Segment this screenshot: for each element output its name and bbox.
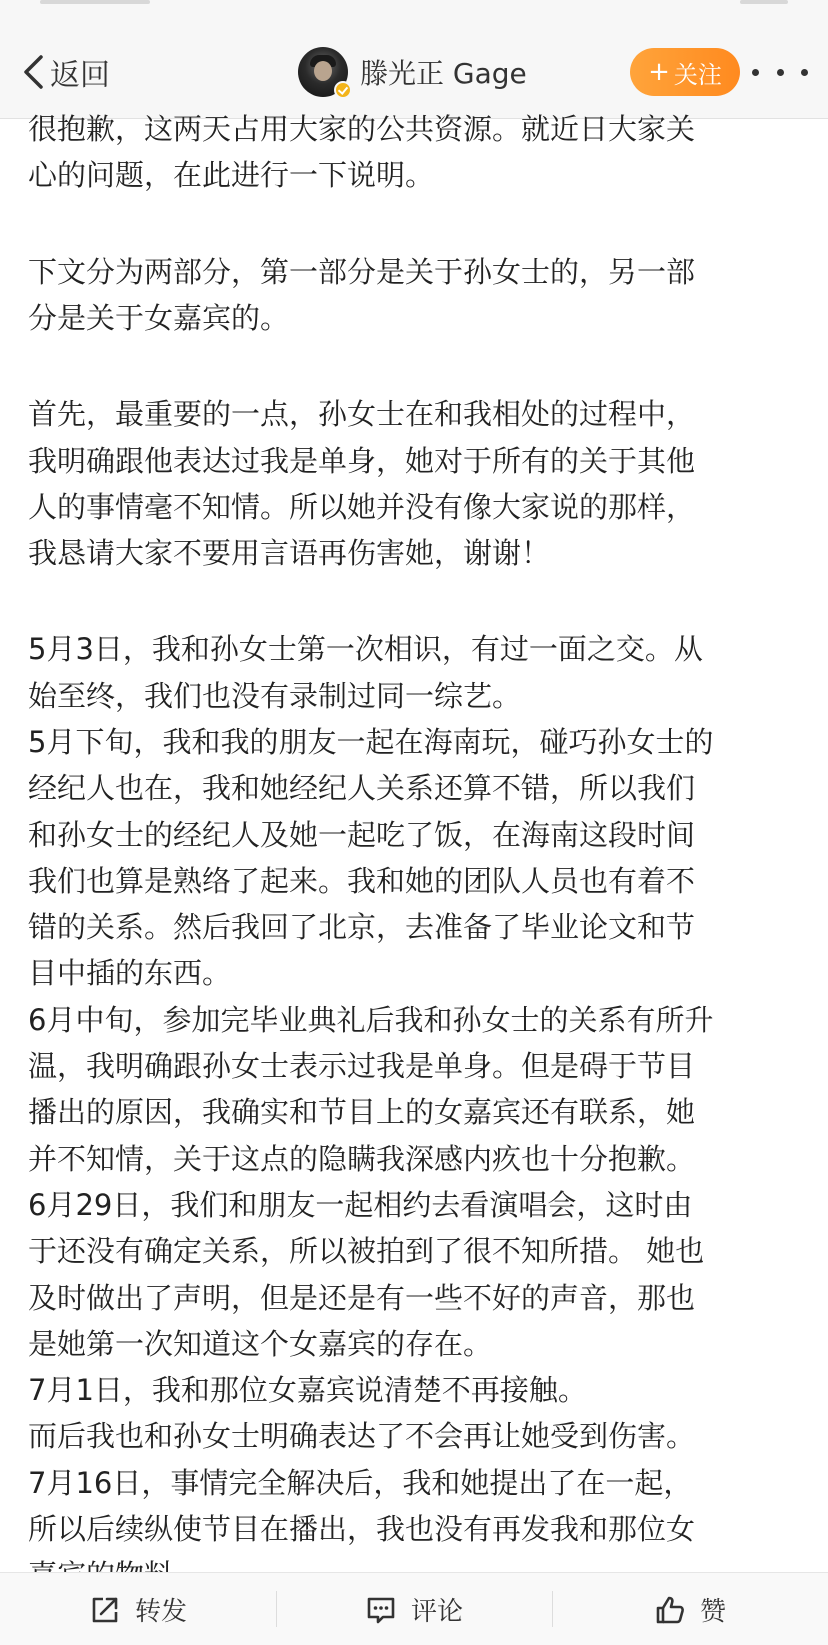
post-text-line: 并不知情，关于这点的隐瞒我深感内疚也十分抱歉。 bbox=[28, 1142, 696, 1176]
comment-label: 评论 bbox=[410, 1597, 463, 1627]
post-text-line: 很抱歉，这两天占用大家的公共资源。就近日大家关 bbox=[28, 112, 696, 146]
repost-icon bbox=[89, 1594, 121, 1626]
post-text-line: 首先，最重要的一点，孙女士在和我相处的过程中， bbox=[28, 397, 696, 431]
post-text-line: 6月中旬，参加完毕业典礼后我和孙女士的关系有所升 bbox=[28, 1003, 714, 1037]
post-text-line: 我恳请大家不要用言语再伤害她，谢谢！ bbox=[28, 536, 551, 570]
post-text-line: 下文分为两部分，第一部分是关于孙女士的，另一部 bbox=[28, 255, 696, 289]
post-text-line: 5月下旬，我和我的朋友一起在海南玩，碰巧孙女士的 bbox=[28, 725, 714, 759]
post-text-line: 播出的原因，我确实和节目上的女嘉宾还有联系，她 bbox=[28, 1095, 696, 1129]
chevron-left-icon bbox=[22, 54, 44, 90]
author-name[interactable]: 滕光正 Gage bbox=[360, 57, 527, 90]
follow-label: 关注 bbox=[673, 60, 722, 89]
post-text-line: 温，我明确跟孙女士表示过我是单身。但是碍于节目 bbox=[28, 1049, 696, 1083]
follow-button[interactable] bbox=[630, 48, 740, 96]
comment-icon bbox=[365, 1594, 397, 1626]
post-text-line: 分是关于女嘉宾的。 bbox=[28, 301, 290, 335]
thumbs-up-icon bbox=[654, 1594, 686, 1626]
post-text-line: 7月1日，我和那位女嘉宾说清楚不再接触。 bbox=[28, 1373, 587, 1407]
more-dot-icon bbox=[752, 69, 759, 76]
plus-icon: + bbox=[648, 57, 670, 87]
status-bar bbox=[0, 0, 828, 10]
post-text-line: 而后我也和孙女士明确表达了不会再让她受到伤害。 bbox=[28, 1419, 696, 1453]
back-label: 返回 bbox=[50, 58, 110, 93]
navigation-bar bbox=[0, 0, 828, 119]
repost-button[interactable] bbox=[0, 1573, 276, 1645]
avatar-face bbox=[314, 61, 332, 81]
post-text-line: 经纪人也在，我和她经纪人关系还算不错，所以我们 bbox=[28, 771, 696, 805]
post-text-line: 错的关系。然后我回了北京，去准备了毕业论文和节 bbox=[28, 910, 696, 944]
post-text-line: 于还没有确定关系，所以被拍到了很不知所措。 她也 bbox=[28, 1234, 705, 1268]
more-options-button[interactable] bbox=[752, 58, 808, 86]
post-text-line: 目中插的东西。 bbox=[28, 956, 232, 990]
verified-icon bbox=[334, 81, 352, 99]
comment-button[interactable] bbox=[276, 1573, 552, 1645]
repost-label: 转发 bbox=[134, 1597, 187, 1627]
post-text-line: 所以后续纵使节目在播出，我也没有再发我和那位女 bbox=[28, 1512, 696, 1546]
post-text-line: 心的问题，在此进行一下说明。 bbox=[28, 158, 435, 192]
action-bar bbox=[0, 1572, 828, 1645]
like-button[interactable] bbox=[552, 1573, 828, 1645]
avatar[interactable] bbox=[298, 47, 348, 97]
post-text-line: 7月16日，事情完全解决后，我和她提出了在一起， bbox=[28, 1466, 693, 1500]
post-text-line: 及时做出了声明，但是还是有一些不好的声音，那也 bbox=[28, 1281, 696, 1315]
post-text-line: 5月3日，我和孙女士第一次相识，有过一面之交。从 bbox=[28, 632, 703, 666]
post-text-line: 6月29日，我们和朋友一起相约去看演唱会，这时由 bbox=[28, 1188, 693, 1222]
battery-indicator bbox=[740, 0, 788, 4]
back-button[interactable] bbox=[22, 50, 110, 94]
post-text-line: 我们也算是熟络了起来。我和她的团队人员也有着不 bbox=[28, 864, 696, 898]
more-dot-icon bbox=[801, 69, 808, 76]
post-text-line: 是她第一次知道这个女嘉宾的存在。 bbox=[28, 1327, 493, 1361]
like-label: 赞 bbox=[699, 1597, 726, 1627]
post-text-line: 始至终，我们也没有录制过同一综艺。 bbox=[28, 679, 522, 713]
post-text-line: 人的事情毫不知情。所以她并没有像大家说的那样， bbox=[28, 490, 696, 524]
author-header[interactable] bbox=[298, 46, 527, 98]
signal-indicator bbox=[40, 0, 150, 4]
more-dot-icon bbox=[777, 69, 784, 76]
post-text-line: 我明确跟他表达过我是单身，她对于所有的关于其他 bbox=[28, 444, 696, 478]
post-text-line: 和孙女士的经纪人及她一起吃了饭，在海南这段时间 bbox=[28, 818, 696, 852]
